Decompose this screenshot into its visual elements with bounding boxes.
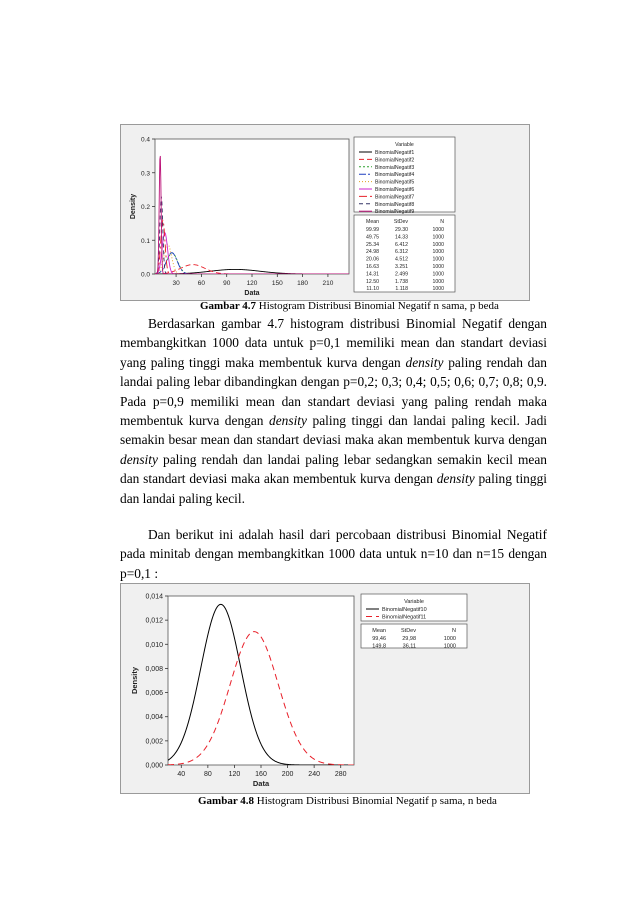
stats-value: 11.10 [366,286,379,293]
x-tick-label: 30 [172,280,180,287]
italic-term: density [436,471,475,487]
figure-4-8 [120,583,530,794]
y-tick-label: 0.4 [140,136,150,144]
stats-header: N [452,628,456,634]
legend-entry: BinomialNegatif9 [375,209,415,216]
x-tick-label: 40 [177,771,186,778]
y-tick-label: 0.2 [140,204,150,211]
caption-4-8-text: Histogram Distribusi Binomial Negatif p sama, n beda [254,795,497,807]
legend-entry: BinomialNegatif11 [382,614,427,621]
italic-term: density [120,451,158,467]
legend-entry: BinomialNegatif5 [375,179,415,186]
x-tick-label: 280 [334,771,347,778]
y-tick-label: 0.3 [140,170,150,178]
x-tick-label: 80 [203,771,212,778]
stats-value: 29,98 [402,636,416,642]
stats-value: 1000 [432,286,444,293]
stats-value: 25.34 [366,241,379,248]
legend-entry: BinomialNegatif6 [375,187,415,193]
x-tick-label: 60 [197,280,206,287]
x-tick-label: 120 [228,771,241,778]
stats-value: 1000 [432,271,444,278]
stats-value: 1.738 [395,278,408,285]
y-tick-label: 0,006 [145,690,163,698]
stats-value: 1000 [432,241,444,248]
x-tick-label: 160 [255,771,267,778]
caption-4-8 [198,795,497,807]
text-run: Berdasarkan gambar 4.7 histogram distribusi Binomial Negatif dengan membangkitkan 1000 data untuk p=0,1 memiliki mean dan standart deviasi yang paling tinggi maka membentuk kurva dengan [120,316,547,370]
y-tick-label: 0.1 [140,237,150,245]
stats-value: 1000 [443,643,456,650]
y-axis-label: Density [130,193,137,220]
stats-value: 1000 [443,636,456,642]
legend-entry: BinomialNegatif8 [375,201,415,208]
paragraph-gambar-4-7-discussion [120,314,547,508]
stats-value: 12.50 [366,278,379,285]
stats-value: 99,46 [372,636,386,642]
y-tick-label: 0,000 [145,762,163,770]
stats-value: 1.118 [395,286,408,293]
text-run: paling rendah dan landai paling lebar sedangkan semakin kecil mean dan standart deviasi maka akan membentuk kurva dengan [120,451,547,487]
plot-area [168,596,354,765]
figure-4-7 [120,124,530,301]
stats-value: 2.499 [395,271,408,278]
y-tick-label: 0,012 [145,617,163,625]
y-tick-label: 0.0 [140,271,150,279]
x-tick-label: 90 [223,280,231,287]
stats-value: 1000 [432,227,444,233]
stats-value: 36,11 [402,643,416,650]
stats-value: 1000 [432,278,444,285]
y-tick-label: 0,004 [145,714,163,722]
stats-value: 1000 [432,234,444,241]
legend-title: Variable [395,142,414,148]
stats-value: 99.99 [366,227,379,233]
stats-value: 49.75 [366,234,379,241]
stats-header: StDev [393,219,408,225]
stats-value: 24.98 [366,249,379,256]
text-run: paling tinggi dan landai paling kecil. [120,471,547,506]
y-tick-label: 0,008 [145,665,163,673]
x-tick-label: 200 [281,771,294,778]
y-tick-label: 0,010 [145,641,163,649]
legend-entry: BinomialNegatif2 [375,157,415,164]
chart-4-7 [121,125,529,300]
stats-value: 29.30 [395,227,408,233]
chart-4-8 [121,584,529,793]
y-tick-label: 0,002 [145,738,163,746]
x-tick-label: 150 [271,280,283,287]
stats-header: Mean [372,628,386,634]
stats-value: 1000 [432,256,444,263]
stats-value: 149,8 [372,643,386,650]
y-tick-label: 0,014 [145,593,163,601]
caption-4-8-label: Gambar 4.8 [198,795,255,807]
caption-4-7-label: Gambar 4.7 [200,300,257,312]
italic-term: density [269,413,307,429]
x-tick-label: 240 [308,771,320,778]
text-run: paling tinggi dan landai paling kecil. Jadi semakin besar mean dan standart deviasi maka akan membentuk kurva dengan [120,413,547,448]
italic-term: density [405,354,444,370]
legend-title: Variable [404,599,424,605]
stats-header: Mean [366,219,379,225]
stats-value: 4.512 [395,256,408,263]
legend-entry: BinomialNegatif3 [375,164,415,171]
legend-entry: BinomialNegatif4 [375,172,415,179]
stats-value: 14.31 [366,271,379,278]
legend-entry: BinomialNegatif1 [375,150,415,156]
caption-4-7 [200,300,499,312]
stats-header: StDev [401,628,416,634]
x-tick-label: 180 [297,280,309,287]
stats-header: N [440,219,444,225]
caption-4-7-text: Histogram Distribusi Binomial Negatif n sama, p beda [256,300,499,312]
y-axis-label: Density [130,666,139,695]
x-axis-label: Data [252,779,270,788]
paragraph-intro-gambar-4-8: Dan berikut ini adalah hasil dari percobaan distribusi Binomial Negatif pada minitab dengan membangkitkan 1000 data untuk n=10 dan n=15 dengan p=0,1 : [120,527,547,581]
stats-value: 3.251 [395,264,408,270]
legend-entry: BinomialNegatif10 [382,607,427,613]
stats-value: 1000 [432,264,444,270]
x-axis-label: Data [244,290,260,297]
stats-value: 20.06 [366,256,379,263]
stats-value: 6.412 [395,241,408,248]
stats-value: 14.33 [395,234,408,241]
stats-value: 6.312 [395,249,408,256]
plot-area [155,139,349,274]
stats-value: 16.63 [366,264,379,270]
text-run: paling rendah dan landai paling lebar dibandingkan dengan p=0,2; 0,3; 0,4; 0,5; 0,6; 0,7; 0,8; 0,9. Pada p=0,9 memiliki mean dan standart deviasi yang paling rendah maka membentuk kurva dengan [120,354,547,429]
legend-entry: BinomialNegatif7 [375,194,415,201]
x-tick-label: 210 [322,280,334,287]
stats-value: 1000 [432,249,444,256]
x-tick-label: 120 [246,280,258,287]
